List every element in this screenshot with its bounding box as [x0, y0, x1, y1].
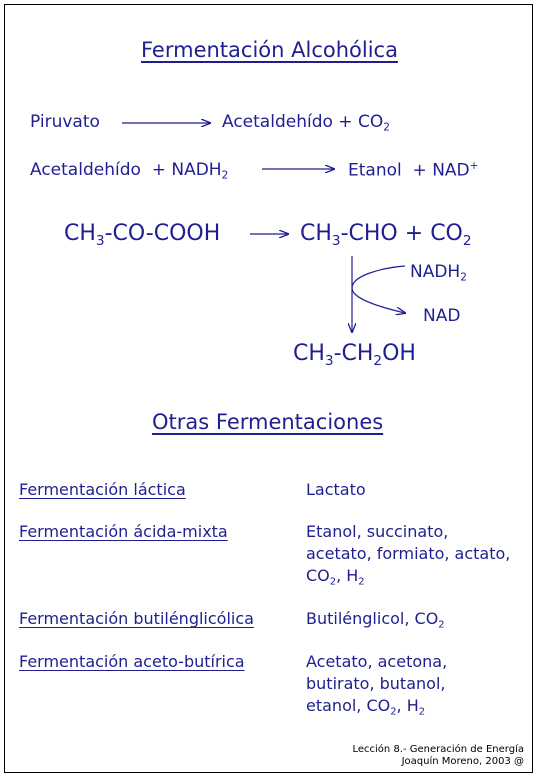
row-label-mixed-acid: Fermentación ácida-mixta — [19, 522, 228, 541]
scheme-nadh: $NADH_2$ — [410, 262, 467, 284]
scheme-cofactor-arc — [352, 266, 405, 313]
section-title: Otras Fermentaciones — [152, 410, 384, 434]
scheme-nad: NAD — [423, 306, 461, 326]
reaction2-reactants: Acetaldehído + $NADH_2$ — [30, 160, 229, 182]
row-value-aceto-butyric: Acetato, acetona, butirato, butanol, etanol, $CO_2$, $H_2$ — [306, 652, 448, 718]
row-value-mixed-acid: Etanol, succinato, acetato, formiato, actato, $CO_2$, $H_2$ — [306, 522, 511, 588]
scheme-pyruvate: $CH_3-CO$-COOH — [64, 221, 221, 249]
scheme-acetaldehyde: $CH_3$-CHO + $CO_2$ — [300, 221, 472, 249]
row-value-butylene: Butilénglicol, $CO_2$ — [306, 609, 445, 631]
row-label-lactic: Fermentación láctica — [19, 480, 186, 499]
row-value-lactic: Lactato — [306, 480, 366, 499]
footer-line1: Lección 8.- Generación de Energía — [352, 744, 524, 755]
reaction1-product: Acetaldehído + $CO_2$ — [222, 112, 390, 134]
row-label-aceto-butyric: Fermentación aceto-butírica — [19, 652, 245, 671]
footer — [352, 744, 524, 768]
row-label-butylene: Fermentación butilénglicólica — [19, 609, 254, 628]
footer-line2: Joaquín Moreno, 2003 @ — [401, 756, 524, 767]
reaction2-products: Etanol + NAD+ — [348, 160, 479, 181]
page-title: Fermentación Alcohólica — [141, 38, 398, 62]
scheme-ethanol: $CH_3-CH_2OH$ — [293, 341, 416, 369]
reaction1-reactant: Piruvato — [30, 112, 100, 132]
